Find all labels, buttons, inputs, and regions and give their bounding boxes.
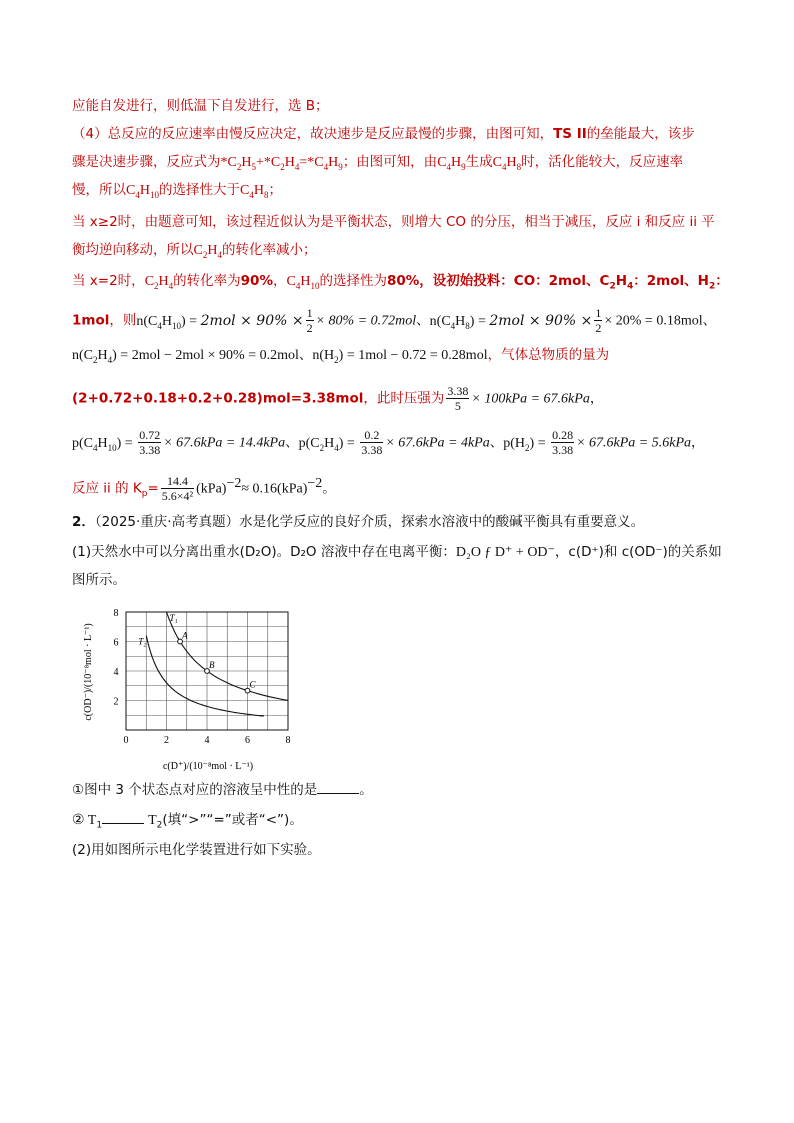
formula-c4h8: $C_4H_8$ (492, 155, 522, 172)
solution-line-5 (72, 212, 732, 232)
solution-line-4 (72, 180, 732, 201)
question-text: (2)用如图所示电化学装置进行如下实验。 (72, 842, 321, 858)
fraction-numerator: 0.2 (364, 428, 380, 442)
x-tick-label: 2 (164, 735, 169, 746)
question-text: 图所示。 (72, 572, 126, 588)
fraction-c (551, 428, 574, 457)
fraction-denominator: 5.6×4² (161, 489, 194, 503)
solution-text: ；由图可知，由 (342, 154, 438, 170)
feed-text: 1mol (72, 312, 110, 329)
question-text: ①图中 3 个状态点对应的溶液呈中性的是 (72, 782, 318, 798)
point-label-c: C (249, 679, 256, 690)
solution-text: 时，活化能较大，反应速率 (521, 154, 684, 170)
formula-c4h8: $C_4H_8$ (239, 183, 269, 200)
solution-line-8 (72, 306, 732, 335)
conversion-rate: 90% (240, 273, 273, 289)
pressure-c4h10: $p(C_4H_{10})$ = (72, 435, 137, 453)
chart-points (178, 631, 257, 694)
equation-part: × 67.6kPa = 5.6kPa (576, 435, 692, 451)
y-tick-label: 4 (113, 667, 119, 678)
solution-text: 的垒能最大，该步 (586, 126, 695, 142)
curve-t2 (146, 636, 263, 717)
curve-label-t2: T₂ (138, 636, 147, 647)
separator: 、 (285, 434, 299, 451)
question-text: ② T (72, 813, 97, 828)
question-text: 水是化学反应的良好介质，探索水溶液中的酸碱平衡具有重要意义。 (239, 514, 645, 530)
chart-tick-labels (114, 608, 291, 746)
fraction-half (306, 306, 314, 335)
x-tick-label: 0 (123, 735, 129, 746)
solution-text: 衡均逆向移动，所以 (72, 242, 194, 258)
separator: 、 (702, 312, 717, 329)
ion-product-chart (78, 600, 308, 772)
solution-line-12 (72, 474, 732, 503)
solution-text: 慢，所以 (72, 182, 126, 198)
fraction-a (138, 428, 161, 457)
question-text: 。 (359, 782, 373, 798)
feed-text: ：2mol、H (633, 273, 709, 289)
chart-y-axis-label: c(OD⁻)/(10⁻⁸mol · L⁻¹) (83, 623, 94, 721)
solution-line-7: 当 x=2时，$C_2H_4$的转化率为90%，$C_4H_{10}$的选择性为80%，设初始投料：CO：2mol、$C_2H_4$：2mol、$H_2$： (72, 273, 729, 292)
fraction-half (594, 306, 602, 335)
separator: 、 (298, 347, 313, 363)
feed-text: ，设初始投料：CO：2mol、C (419, 273, 610, 289)
equation-part: 2mol × 90% × (200, 312, 304, 329)
point-label-a: A (182, 630, 188, 641)
solution-text: 反应 ii 的 K (72, 480, 142, 497)
reaction-formula: $*C_2H_5+*C_2H_4=*C_4H_9$ (220, 155, 343, 172)
fraction-numerator: 14.4 (166, 474, 188, 488)
superscript: −2 (226, 476, 242, 491)
solution-text: ， (272, 273, 287, 289)
x-tick-label: 8 (285, 735, 291, 746)
formula-c2h4: $C_2H_4$ (144, 274, 174, 291)
solution-line-6 (72, 240, 732, 261)
pressure-c2h4: $p(C_2H_4)$ = (298, 435, 359, 453)
y-tick-label: 6 (113, 637, 119, 649)
equation-part: × 67.6kPa = 14.4kPa (163, 435, 286, 451)
fraction-k (161, 474, 194, 503)
solution-text: 骤是决速步骤，反应式为 (72, 154, 221, 170)
solution-line-2 (72, 124, 732, 144)
fraction-numerator: 1 (595, 306, 602, 320)
fraction-numerator: 3.38 (447, 384, 469, 398)
fraction-denominator: 3.38 (361, 443, 383, 457)
answer-blank[interactable] (102, 811, 144, 824)
amount-c4h8: $n(C_4H_8) = 2mol \times 90\%$ × (429, 312, 593, 331)
formula-c4h10: $C_4H_{10}$ (126, 183, 159, 200)
question-source: （2025·重庆·高考真题） (94, 514, 240, 530)
fraction-numerator: 0.28 (552, 428, 574, 442)
solution-text: = (147, 480, 159, 497)
chart-x-axis-label: c(D⁺)/(10⁻⁸mol · L⁻¹) (162, 761, 254, 772)
subscript: p (141, 489, 148, 500)
equation-part: × 67.6kPa = 4kPa (385, 435, 490, 451)
question-2-part-2 (72, 840, 732, 860)
formula-c4h10: $C_4H_{10}$ (286, 274, 320, 291)
ionization-equation: D₂O ƒ D⁺ + OD⁻ (455, 545, 555, 560)
fraction-denominator: 3.38 (139, 443, 161, 457)
sub-question-1 (72, 780, 732, 800)
y-tick-label: 8 (113, 608, 119, 619)
formula-c2h4: $C_2H_4$ (193, 243, 222, 260)
fraction-numerator: 1 (306, 306, 313, 320)
question-text: (填“>”“=”或者“<”)。 (162, 812, 303, 828)
sub-question-2: ② $T_1$ $T_2$(填“>”“=”或者“<”)。 (72, 812, 303, 831)
feed-text: ： (715, 273, 729, 289)
solution-text: 当 x=2时， (72, 273, 145, 289)
solution-line-1 (72, 96, 732, 116)
superscript: −2 (307, 476, 323, 491)
x-tick-label: 6 (245, 735, 250, 746)
separator: 。 (322, 480, 336, 497)
amount-c2h4: $n(C_2H_4) = 2mol - 2mol \times 90\% = 0.2mol$ (72, 348, 299, 365)
solution-text: 当 x≥2时，由题意可知，该过程近似认为是平衡状态，则增大 CO 的分压，相当于减压，反应 i 和反应 ii 平 (72, 214, 715, 230)
transition-state-label: TS II (553, 126, 587, 142)
selectivity-rate: 80% (386, 273, 420, 289)
fraction-denominator: 5 (446, 398, 469, 413)
equation-part: ≈ 0.16(kPa) (241, 481, 308, 497)
y-tick-label: 2 (113, 696, 119, 708)
feed-text: H (615, 273, 628, 289)
fraction-pressure (446, 384, 469, 413)
x-tick-label: 4 (204, 735, 210, 746)
solution-text: 生成 (465, 154, 493, 170)
pressure-h2: $p(H_2)$ = (503, 435, 550, 453)
solution-line-10 (72, 384, 732, 413)
fraction-b (360, 428, 383, 457)
solution-line-9 (72, 345, 732, 366)
solution-text: 应能自发进行，则低温下自发进行，选 B； (72, 98, 329, 114)
fraction-numerator: 0.72 (139, 428, 161, 442)
fraction-denominator: 3.38 (552, 443, 574, 457)
solution-text: 的转化率减小； (221, 242, 317, 258)
question-text: ，c(D⁺)和 c(OD⁻)的关系如 (554, 544, 722, 560)
curve-label-t1: T₁ (169, 613, 178, 623)
total-amount: (2+0.72+0.18+0.2+0.28)mol=3.38mol (72, 390, 364, 407)
question-2-part-1-cont (72, 570, 732, 590)
equation-part: × 100kPa = 67.6kPa (471, 391, 590, 407)
equation-part: × 80% = 0.72mol (315, 313, 417, 329)
solution-text: ； (268, 182, 282, 198)
question-number: 2． (72, 514, 95, 530)
solution-text: （4）总反应的反应速率由慢反应决定，故决速步是反应最慢的步骤，由图可知， (72, 126, 554, 142)
solution-text: ，气体总物质的量为 (487, 347, 610, 363)
equation-part: × 20% = 0.18mol (604, 313, 703, 329)
fraction-denominator: 2 (595, 321, 602, 335)
question-text: (1)天然水中可以分离出重水(D₂O)。D₂O 溶液中存在电离平衡： (72, 544, 456, 560)
formula-c4h9: $C_4H_9$ (437, 155, 466, 172)
equation-part: 2mol × 90% × (489, 312, 593, 329)
separator: 、 (416, 312, 430, 329)
point-label-b: B (209, 660, 215, 670)
solution-text: ，此时压强为 (363, 390, 445, 407)
question-text: T (148, 813, 157, 828)
equation-part: (kPa) (196, 481, 227, 497)
amount-h2: $n(H_2) = 1mol - 0.72 = 0.28mol$ (312, 348, 488, 365)
solution-text: 的选择性为 (319, 273, 387, 289)
fraction-denominator: 2 (306, 321, 313, 335)
solution-text: 的转化率为 (173, 273, 241, 289)
solution-text: 的选择性大于 (158, 182, 240, 198)
equation-part: = 2mol − 2mol × 90% = 0.2mol (120, 348, 299, 363)
solution-line-11: $p(C_4H_{10})$ = $\frac{0.72}{3.38}$ × 67.6kPa = 14.4kPa、$p(C_2H_4)$ = $\frac{0.2}{3.38}$ × 67.6kPa = 4kPa、$p(H_2)$ = $\frac{0.28}{3.38}$ × 67.6kPa = 5.6kPa， (72, 428, 705, 457)
separator: ， (589, 390, 604, 407)
question-2-part-1 (72, 542, 732, 563)
solution-text: ，则 (109, 312, 137, 329)
answer-blank[interactable] (317, 781, 359, 794)
equation-part: = 1mol − 0.72 = 0.28mol (346, 348, 488, 363)
question-2-heading (72, 512, 732, 532)
separator: 、 (489, 434, 504, 451)
amount-c4h10: $n(C_4H_{10}) = 2mol \times 90\%$ × (136, 312, 304, 331)
solution-line-3 (72, 152, 732, 173)
